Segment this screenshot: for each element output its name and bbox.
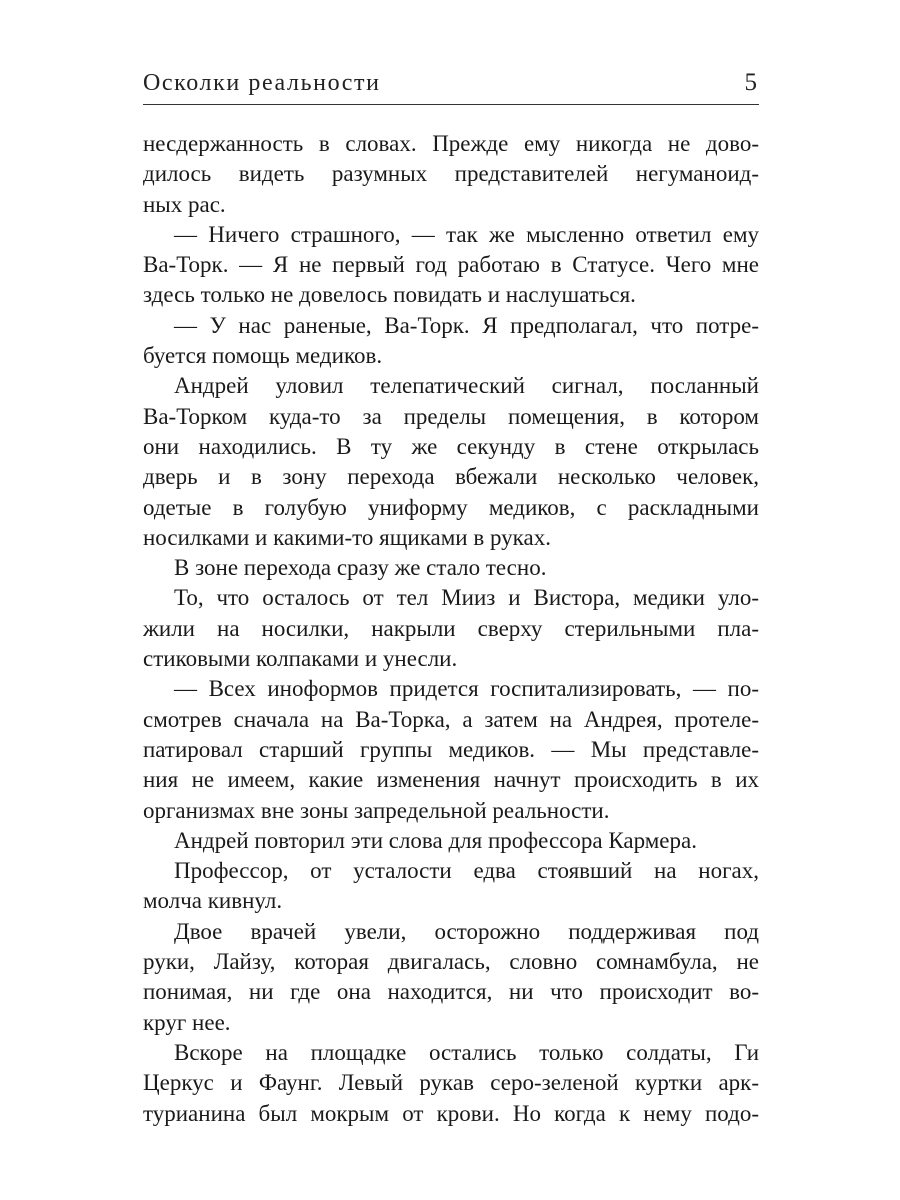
text-line: круг нее. (143, 1009, 231, 1035)
text-line: Андрей уловил телепатический сигнал, посланный (174, 373, 759, 399)
text-line: дилось видеть разумных представителей негуманоид- (143, 161, 759, 187)
text-line: несдержанность в словах. Прежде ему никогда не дово- (143, 131, 759, 156)
text-line: — У нас раненые, Ва-Торк. Я предполагал, что потре- (174, 312, 759, 338)
text-line: Андрей повторил эти слова для профессора Кармера. (174, 827, 697, 853)
text-line: руки, Лайзу, которая двигалась, словно сомнамбула, не (143, 949, 759, 975)
text-line: буется помощь медиков. (143, 343, 383, 369)
text-line: Ва-Торком куда-то за пределы помещения, в котором (143, 403, 759, 429)
text-line: ния не имеем, какие изменения начнут происходить в их (143, 767, 759, 793)
running-header (143, 68, 759, 105)
text-line: Двое врачей увели, осторожно поддерживая под (174, 918, 759, 944)
text-line: Вскоре на площадке остались только солдаты, Ги (174, 1039, 759, 1065)
text-line: — Всех иноформов придется госпитализировать, — по- (174, 676, 759, 702)
text-line: ных рас. (143, 191, 226, 217)
text-line: понимая, ни где она находится, ни что происходит во- (143, 979, 759, 1005)
running-title: Осколки реальности (143, 70, 381, 96)
text-line: То, что осталось от тел Мииз и Вистора, медики уло- (174, 585, 759, 611)
text-line: они находились. В ту же секунду в стене открылась (143, 433, 759, 459)
text-line: — Ничего страшного, — так же мысленно ответил ему (174, 221, 759, 247)
text-line: молча кивнул. (143, 888, 283, 914)
text-line: смотрев сначала на Ва-Торка, а затем на Андрея, протеле- (143, 706, 759, 732)
text-line: турианина был мокрым от крови. Но когда к нему подо- (143, 1100, 759, 1126)
page-number: 5 (744, 69, 757, 96)
text-line: Церкус и Фаунг. Левый рукав серо-зеленой куртки арк- (143, 1070, 759, 1096)
text-line: здесь только не довелось повидать и наслушаться. (143, 282, 636, 308)
text-line: патировал старший группы медиков. — Мы представле- (143, 736, 759, 762)
text-line: стиковыми колпаками и унесли. (143, 646, 458, 672)
text-line: носилками и какими-то ящиками в руках. (143, 524, 551, 550)
text-line: Ва-Торк. — Я не первый год работаю в Статусе. Чего мне (143, 252, 759, 278)
body-text (143, 129, 759, 1129)
text-line: жили на носилки, накрыли сверху стерильными пла- (143, 615, 759, 641)
text-line: организмах вне зоны запредельной реальности. (143, 797, 610, 823)
text-line: дверь и в зону перехода вбежали несколько человек, (143, 464, 759, 490)
text-line: одетые в голубую униформу медиков, с раскладными (143, 494, 759, 520)
text-line: Профессор, от усталости едва стоявший на ногах, (174, 858, 759, 884)
text-line: В зоне перехода сразу же стало тесно. (174, 555, 547, 581)
